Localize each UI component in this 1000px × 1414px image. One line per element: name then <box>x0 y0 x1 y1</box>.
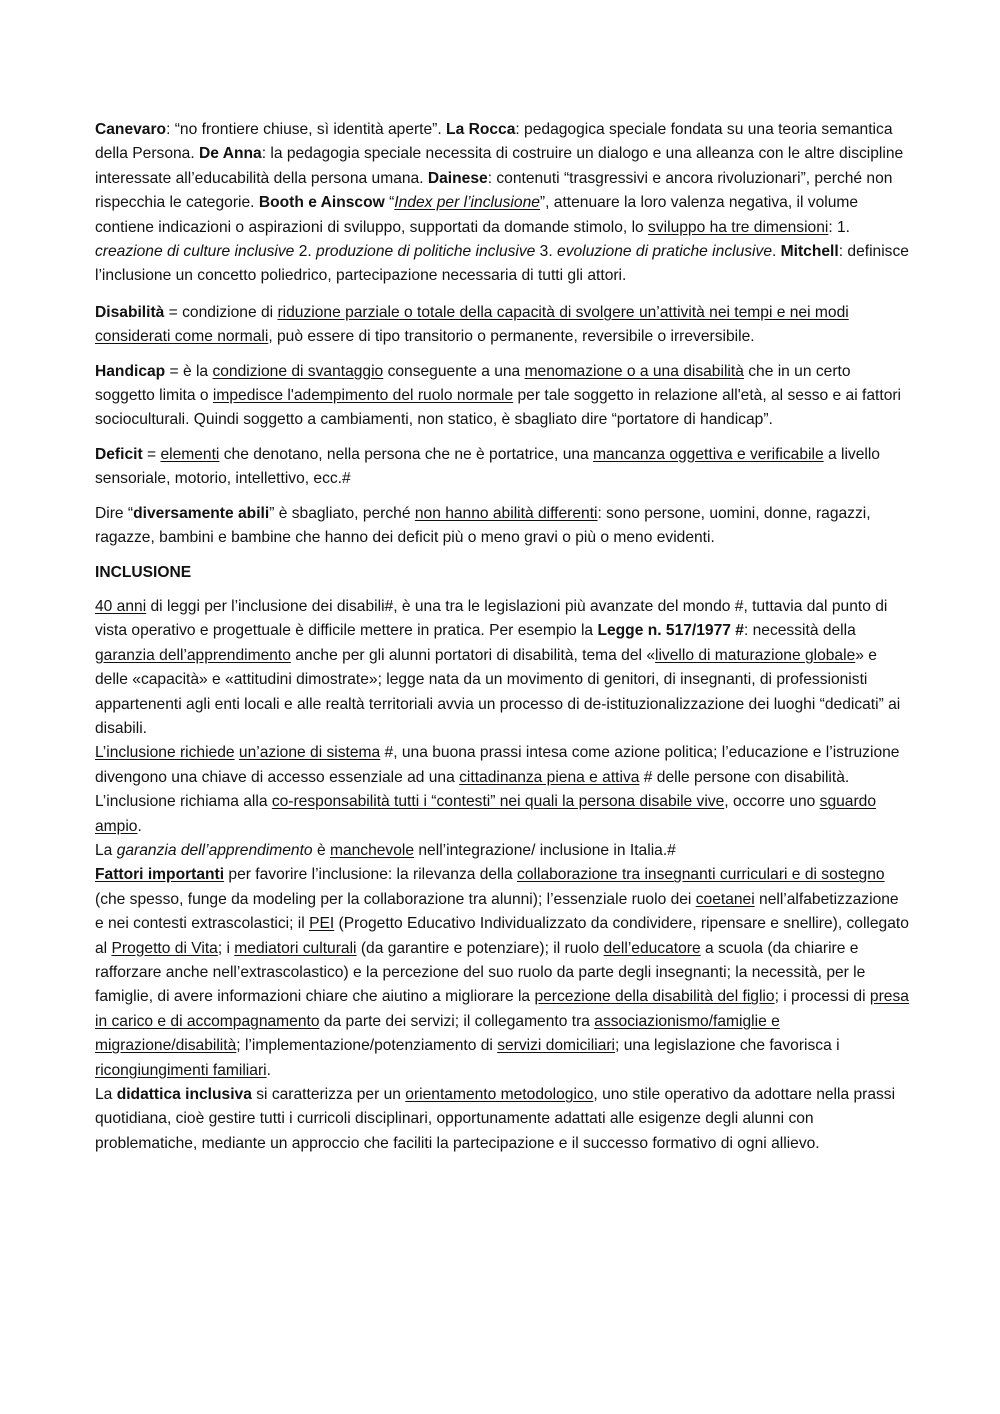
text-run: » e delle «capacità» e «attitudini dimostrate»; legge nata da un movimento di genitori, di insegnanti, di professionisti appartenenti agli enti locali e alle realtà territoriali avvia un processo di de-istituzionalizzazione dei luoghi “dedicati” ai disabili. <box>95 646 901 737</box>
text-run-b: Mitchell <box>780 243 839 261</box>
text-run: : contenuti “trasgressivi e ancora rivoluzionari”, perché non rispecchia le categorie. <box>95 169 893 212</box>
text-run-u: collaborazione tra insegnanti curriculari e di sostegno <box>517 866 885 884</box>
text-run: , uno stile operativo da adottare nella prassi quotidiana, cioè gestire tutti i curricoli disciplinari, opportunamente adattati alle esigenze degli alunni con problematiche, mediante un approccio che faciliti la partecipazione e il successo formativo di ogni allievo. <box>95 1086 896 1152</box>
text-run: nell’integrazione/ inclusione in Italia.# <box>414 841 676 859</box>
text-run-u: manchevole <box>329 841 415 859</box>
text-run-i: garanzia dell’apprendimento <box>116 841 313 859</box>
text-run-u: sviluppo ha tre dimensioni <box>648 218 829 236</box>
text-run: ; i <box>217 939 235 957</box>
text-run: ”, attenuare la loro valenza negativa, il volume contiene indicazioni o aspirazioni di sviluppo, supportati da domande stimolo, lo <box>95 194 859 236</box>
paragraph-intro-authors <box>95 118 910 289</box>
text-run: , occorre uno <box>724 793 820 811</box>
paragraph-inclusione-sistema <box>95 741 910 839</box>
text-run: 3. <box>535 243 558 261</box>
section-heading <box>95 561 910 585</box>
text-run: = è la <box>165 362 213 380</box>
text-run-u: dell’educatore <box>603 939 701 957</box>
text-run-u: menomazione o a una disabilità <box>524 362 744 380</box>
text-run: : “no frontiere chiuse, sì identità aperte”. <box>166 121 447 138</box>
text-run-u: orientamento metodologico <box>405 1086 594 1104</box>
text-run: si caratterizza per un <box>251 1086 406 1104</box>
text-run: conseguente a una <box>383 362 525 380</box>
text-run: : necessità della <box>743 622 856 640</box>
text-run: anche per gli alunni portatori di disabilità, tema del « <box>290 646 655 664</box>
text-run: ” è sbagliato, perché <box>269 504 415 522</box>
text-run-u: condizione di svantaggio <box>212 362 384 380</box>
text-run: # delle persone con disabilità. L’inclusione richiama alla <box>95 768 850 811</box>
text-run-b: Canevaro <box>95 121 167 138</box>
text-run: a scuola (da chiarire e rafforzare anche nell’extrascolastico) e la percezione del suo ruolo da parte degli insegnanti; la necessità, per le famiglie, di avere informazioni chiare che aiutino a migliorare la <box>95 939 866 1006</box>
text-run: La <box>95 841 117 859</box>
text-run: nell’alfabetizzazione e nei contesti extrascolastici; il <box>95 890 899 933</box>
text-run-b: Legge n. 517/1977 # <box>597 622 744 640</box>
text-run: : 1. <box>828 218 851 236</box>
text-run-u: riduzione parziale o totale della capacità di svolgere un’attività nei tempi e nei modi considerati come normali <box>95 303 849 346</box>
text-run-i: creazione di culture inclusive <box>95 243 295 261</box>
text-run-u: ricongiungimenti familiari <box>95 1061 267 1079</box>
text-run-u: mancanza oggettiva e verificabile <box>593 445 824 463</box>
text-run: ; una legislazione che favorisca i <box>615 1037 840 1055</box>
text-run-u: servizi domiciliari <box>497 1037 616 1055</box>
text-run-u: impedisce l'adempimento del ruolo normale <box>212 387 514 405</box>
text-run: è <box>312 841 330 859</box>
text-run-u: un’azione di sistema <box>238 744 381 762</box>
text-run-b: INCLUSIONE <box>95 563 192 581</box>
text-run-u: L’inclusione richiede <box>95 744 235 762</box>
text-run: da parte dei servizi; il collegamento tra <box>319 1012 595 1030</box>
text-run: (che spesso, funge da modeling per la collaborazione tra alunni); l’essenziale ruolo dei <box>95 890 696 908</box>
text-run-u: non hanno abilità differenti <box>414 504 598 522</box>
text-run: per tale soggetto in relazione all'età, al sesso e ai fattori socioculturali. Quindi soggetto a cambiamenti, non statico, è sbagliato dire “portatore di handicap”. <box>95 387 902 429</box>
text-run-b: Dainese <box>427 169 488 187</box>
paragraph-def-handicap <box>95 360 910 433</box>
text-run: ; i processi di <box>774 988 870 1006</box>
text-run: . <box>772 243 781 261</box>
text-run: . <box>137 817 142 835</box>
text-run-b: Handicap <box>95 362 166 380</box>
text-run-u: presa in carico e di accompagnamento <box>95 988 909 1030</box>
paragraph-garanzia-apprendimento <box>95 839 910 863</box>
text-run-b: diversamente abili <box>133 504 270 522</box>
text-run: “ <box>384 194 395 212</box>
text-run: : la pedagogia speciale necessita di costruire un dialogo e una alleanza con le altre discipline interessate all’educabilità della persona umana. <box>95 145 904 187</box>
text-run: La <box>95 1086 117 1104</box>
text-run: Dire “ <box>95 504 134 522</box>
text-run: 2. <box>294 243 317 261</box>
text-run-b: Disabilità <box>95 303 165 321</box>
text-run-i: evoluzione di pratiche inclusive <box>557 243 772 261</box>
text-run-i: produzione di politiche inclusive <box>316 243 536 261</box>
text-run: (Progetto Educativo Individualizzato da condividere, ripensare e snellire), collegato al <box>95 915 909 957</box>
text-run: : sono persone, uomini, donne, ragazzi, ragazze, bambini e bambine che hanno dei deficit più o meno gravi o più o meno evidenti. <box>95 504 871 547</box>
text-run-b: Booth e Ainscow <box>258 194 385 212</box>
text-run-u: co-responsabilità tutti i “contesti” nei quali la persona disabile vive <box>271 793 725 811</box>
text-run-u: garanzia dell’apprendimento <box>95 646 291 664</box>
text-run: . <box>266 1061 271 1079</box>
text-run: che in un certo soggetto limita o <box>95 362 851 405</box>
text-run: #, una buona prassi intesa come azione politica; l’educazione e l’istruzione divengono una chiave di accesso essenziale ad una <box>95 744 900 786</box>
text-run: ; l’implementazione/potenziamento di <box>236 1037 498 1055</box>
text-run-bu: Fattori importanti <box>95 866 225 884</box>
text-run-u: 40 anni <box>95 597 147 615</box>
text-run: : definisce l’inclusione un concetto poliedrico, partecipazione necessaria di tutti gli attori. <box>95 243 909 285</box>
text-run: , può essere di tipo transitorio o permanente, reversibile o irreversibile. <box>268 328 755 346</box>
text-run: di leggi per l’inclusione dei disabili#, è una tra le legislazioni più avanzate del mondo #, tuttavia dal punto di vista operativo e progettuale è difficile mettere in pratica. Per esempio la <box>95 597 888 640</box>
paragraph-diversamente-abili <box>95 502 910 551</box>
text-run-u: livello di maturazione globale <box>655 646 856 664</box>
text-run-b: Deficit <box>95 445 143 463</box>
text-run: = <box>142 445 161 463</box>
text-run: : pedagogica speciale fondata su una teoria semantica della Persona. <box>95 121 893 163</box>
text-run: per favorire l’inclusione: la rilevanza della <box>224 866 518 884</box>
document-body <box>95 118 910 1156</box>
text-run: (da garantire e potenziare); il ruolo <box>356 939 604 957</box>
text-run-u: elementi <box>160 445 220 463</box>
text-run: a livello sensoriale, motorio, intellettivo, ecc.# <box>95 445 880 488</box>
paragraph-def-disabilita <box>95 301 910 350</box>
text-run-u: PEI <box>309 915 335 933</box>
text-run-u: associazionismo/famiglie e migrazione/disabilità <box>95 1012 780 1055</box>
text-run-u: cittadinanza piena e attiva <box>459 768 640 786</box>
text-run: che denotano, nella persona che ne è portatrice, una <box>219 445 594 463</box>
text-run-u: mediatori culturali <box>234 939 357 957</box>
text-run-b: La Rocca <box>446 121 516 138</box>
paragraph-didattica-inclusiva <box>95 1083 910 1156</box>
paragraph-inclusione-leggi <box>95 595 910 741</box>
paragraph-def-deficit <box>95 443 910 492</box>
text-run-iu: Index per l’inclusione <box>394 194 540 212</box>
paragraph-fattori-importanti <box>95 863 910 1083</box>
text-run-u: sguardo ampio <box>95 793 877 835</box>
text-run-u: percezione della disabilità del figlio <box>534 988 775 1006</box>
text-run-u: Progetto di Vita <box>111 939 218 957</box>
text-run-b: De Anna <box>199 145 262 163</box>
text-run-b: didattica inclusiva <box>116 1086 252 1104</box>
text-run: = condizione di <box>164 303 278 321</box>
text-run-u: coetanei <box>695 890 755 908</box>
